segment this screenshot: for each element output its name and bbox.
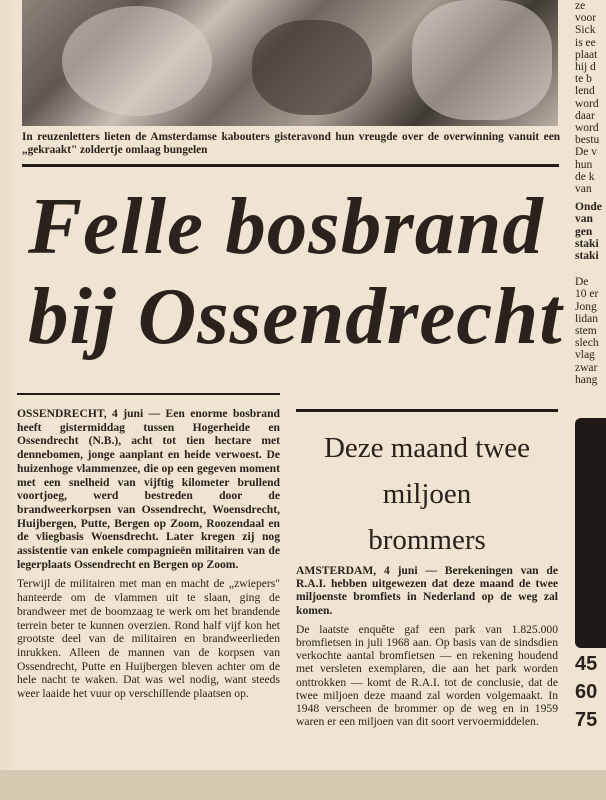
article1-lead: OSSENDRECHT, 4 juni — Een enorme bosbrand heeft gistermiddag tussen Hogerheide en Ossendrecht (N.B.), acht tot tien hectare met dennebomen, jonge aanplant en heide verwoest. De huizenhoge vlammenzee, die op een gegeven moment met een snelheid van vijftig kilometer brullend voortjoeg, werd bestreden door de brandweerkorpsen van Ossendrecht, Woensdrecht, Huijbergen, Putte, Bergen op Zoom, Roozendaal en de vliegbasis Woensdrecht. Later kregen zij nog assistentie van enkele compagnieën militairen van de legerplaats Ossendrecht en Bergen op Zoom. bbox=[17, 407, 280, 571]
article2-headline-line1: Deze maand twee bbox=[323, 432, 531, 464]
right-column-top-line: hun bbox=[575, 158, 593, 171]
right-column-top-line: De v bbox=[575, 146, 598, 159]
right-column-bold bbox=[575, 201, 606, 262]
divider-article2 bbox=[296, 409, 558, 412]
right-column-top-line: bestu bbox=[575, 134, 600, 147]
right-column-bold-line: gen bbox=[575, 225, 593, 238]
article2-paragraph: De laatste enquête gaf een park van 1.825.000 bromfietsen in juli 1968 aan. Op basis van de sindsdien verkochte aantal bromfietsen — en rekening houdend met versleten exemplaren, die aan het park worden onttrokken — komt de R.A.I. tot de conclusie, dat de twee miljoen deze maand zal worden volgemaakt. In 1948 verscheen de brommer op de weg en in 1959 waren er een miljoen van dit soort vervoermiddelen. bbox=[296, 622, 558, 729]
article1-headline bbox=[28, 181, 563, 361]
right-column-bold-line: van bbox=[575, 213, 593, 226]
right-column-top-line: is ee bbox=[575, 36, 596, 49]
right-column-bold-line: Onde bbox=[575, 201, 602, 214]
photo-caption: In reuzenletters lieten de Amsterdamse kabouters gisteravond hun vreugde over de overwinning vanuit een „gekraakt" zoldertje omlaag bungelen bbox=[22, 131, 560, 156]
right-column-top bbox=[575, 0, 606, 195]
right-column-top-line: word bbox=[575, 122, 599, 135]
right-column-bottom-line: stem bbox=[575, 325, 597, 338]
right-column-top-line: ze bbox=[575, 0, 586, 12]
divider-article1 bbox=[17, 393, 280, 395]
right-column-bottom-line: De bbox=[575, 276, 589, 289]
left-margin-strip bbox=[0, 0, 12, 800]
right-column-bottom-line: hang bbox=[575, 373, 598, 386]
right-column-bottom-line: zwar bbox=[575, 361, 598, 374]
right-column-top-line: voor bbox=[575, 12, 597, 25]
right-column-top-line: word bbox=[575, 97, 599, 110]
right-column-top-line: plaat bbox=[575, 48, 598, 61]
ad-number: 45 bbox=[575, 653, 598, 675]
right-column-bold-line: staki bbox=[575, 237, 599, 250]
article2-body bbox=[296, 564, 558, 734]
right-column-top-line: hij d bbox=[575, 61, 596, 74]
article2-headline bbox=[296, 425, 558, 563]
article1-body bbox=[17, 407, 280, 707]
article1-paragraph: Terwijl de militairen met man en macht de „zwiepers" hanteerde om de vlammen uit te slaan, ging de brandweer met de boomzaag te werk om het brandende terrein beter te kunnen overzien. Rond half vijf kon het grootste deel van de militairen en brandweerlieden inrukken. Alleen de mannen van de korpsen van Ossendrecht, Putte en Huijbergen bleven achter om de hele nacht te waken. Dat was wel nodig, want steeds weer laaide het vuur op verschillende plaatsen op. bbox=[17, 577, 280, 701]
right-column-top-line: te b bbox=[575, 73, 592, 86]
right-column-bold-line: staki bbox=[575, 250, 599, 263]
right-column-bottom bbox=[575, 276, 606, 386]
ad-number: 60 bbox=[575, 681, 598, 703]
advertisement-numbers bbox=[575, 650, 606, 768]
right-column-top-line: lend bbox=[575, 85, 595, 98]
newspaper-photo bbox=[22, 0, 558, 126]
article2-headline-line2: miljoen bbox=[382, 478, 472, 510]
right-column-bottom-line: vlag bbox=[575, 349, 595, 362]
article1-headline-line1: Felle bosbrand bbox=[28, 181, 544, 271]
right-column-top-line: daar bbox=[575, 109, 595, 122]
right-column-bottom-line: 10 er bbox=[575, 288, 599, 301]
right-column-top-line: Sick bbox=[575, 24, 596, 37]
article2-lead: AMSTERDAM, 4 juni — Berekeningen van de R.A.I. hebben uitgewezen dat deze maand de twee miljoenste bromfiets in Nederland op de weg zal komen. bbox=[296, 564, 558, 617]
article1-headline-line2: bij Ossendrecht bbox=[28, 271, 563, 361]
right-column-bottom-line: Jong bbox=[575, 300, 597, 313]
right-column-top-line: van bbox=[575, 183, 592, 196]
divider-top bbox=[22, 164, 559, 167]
article2-headline-line3: brommers bbox=[368, 524, 486, 556]
right-column-bottom-line: slech bbox=[575, 337, 599, 350]
advertisement-block bbox=[575, 418, 606, 648]
right-column-top-line: de k bbox=[575, 170, 595, 183]
page-bottom-margin bbox=[0, 770, 606, 800]
right-column-bottom-line: lidan bbox=[575, 312, 598, 325]
ad-number: 75 bbox=[575, 709, 598, 731]
